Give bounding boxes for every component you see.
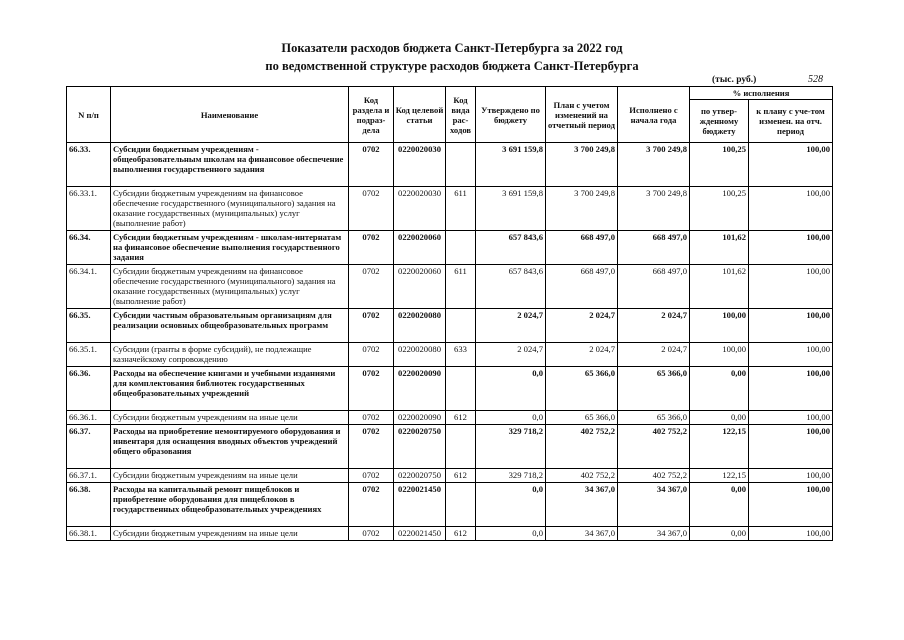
- cell-name: Субсидии бюджетным учреждениям - общеобразовательным школам на финансовое обеспечение выполнения государственного задания: [111, 143, 349, 187]
- report-title-line2: по ведомственной структуре расходов бюджета Санкт-Петербурга: [265, 59, 639, 73]
- cell-target: 0220020750: [394, 425, 446, 469]
- cell-name: Расходы на приобретение немонтируемого оборудования и инвентаря для оснащения вводных объектов учреждений общего образования: [111, 425, 349, 469]
- cell-plan: 402 752,2: [546, 425, 618, 469]
- cell-executed: 668 497,0: [618, 231, 690, 265]
- cell-executed: 3 700 249,8: [618, 143, 690, 187]
- table-header: [67, 87, 833, 143]
- cell-plan: 2 024,7: [546, 343, 618, 367]
- cell-num: 66.33.1.: [67, 187, 111, 231]
- header-executed: Исполнено с начала года: [618, 87, 690, 143]
- cell-target: 0220020090: [394, 411, 446, 425]
- table-row: [67, 343, 833, 367]
- cell-approved: 0,0: [476, 483, 546, 527]
- cell-executed: 34 367,0: [618, 527, 690, 541]
- cell-approved: 0,0: [476, 411, 546, 425]
- cell-plan: 2 024,7: [546, 309, 618, 343]
- cell-approved: 0,0: [476, 367, 546, 411]
- cell-target: 0220020080: [394, 343, 446, 367]
- header-pct-group: % исполнения: [690, 87, 833, 100]
- header-approved: Утверждено по бюджету: [476, 87, 546, 143]
- cell-plan: 34 367,0: [546, 483, 618, 527]
- cell-type: [446, 231, 476, 265]
- cell-pct-approved: 100,00: [690, 343, 749, 367]
- cell-type: [446, 483, 476, 527]
- cell-section: 0702: [349, 425, 394, 469]
- cell-type: [446, 309, 476, 343]
- cell-pct-approved: 101,62: [690, 265, 749, 309]
- cell-section: 0702: [349, 231, 394, 265]
- cell-pct-approved: 0,00: [690, 367, 749, 411]
- cell-name: Субсидии бюджетным учреждениям - школам-интернатам на финансовое обеспечение выполнения государственного задания: [111, 231, 349, 265]
- cell-target: 0220020080: [394, 309, 446, 343]
- cell-approved: 3 691 159,8: [476, 187, 546, 231]
- table-row: [67, 425, 833, 469]
- cell-name: Субсидии бюджетным учреждениям на финансовое обеспечение государственного (муниципального) задания на оказание государственных (муниципальных) услуг (выполнение работ): [111, 265, 349, 309]
- cell-num: 66.35.: [67, 309, 111, 343]
- cell-target: 0220020060: [394, 231, 446, 265]
- cell-pct-plan: 100,00: [749, 367, 833, 411]
- header-pct-plan: к плану с уче-том изменен. на отч. период: [749, 100, 833, 143]
- table-row: [67, 143, 833, 187]
- cell-approved: 3 691 159,8: [476, 143, 546, 187]
- cell-name: Субсидии бюджетным учреждениям на финансовое обеспечение государственного (муниципального) задания на оказание государственных (муниципальных) услуг (выполнение работ): [111, 187, 349, 231]
- cell-section: 0702: [349, 187, 394, 231]
- cell-type: 611: [446, 187, 476, 231]
- table-row: [67, 411, 833, 425]
- cell-name: Субсидии (гранты в форме субсидий), не подлежащие казначейскому сопровождению: [111, 343, 349, 367]
- cell-section: 0702: [349, 411, 394, 425]
- header-section: Код раздела и подраз-дела: [349, 87, 394, 143]
- cell-pct-plan: 100,00: [749, 309, 833, 343]
- cell-num: 66.33.: [67, 143, 111, 187]
- cell-type: 612: [446, 411, 476, 425]
- cell-num: 66.38.1.: [67, 527, 111, 541]
- cell-name: Расходы на обеспечение книгами и учебными изданиями для комплектования библиотек государственных общеобразовательных учреждений: [111, 367, 349, 411]
- cell-target: 0220020090: [394, 367, 446, 411]
- cell-num: 66.35.1.: [67, 343, 111, 367]
- table-row: [67, 309, 833, 343]
- cell-type: 611: [446, 265, 476, 309]
- cell-target: 0220021450: [394, 527, 446, 541]
- cell-name: Субсидии бюджетным учреждениям на иные цели: [111, 469, 349, 483]
- cell-pct-plan: 100,00: [749, 469, 833, 483]
- cell-num: 66.36.: [67, 367, 111, 411]
- cell-pct-approved: 0,00: [690, 483, 749, 527]
- budget-table: [66, 86, 833, 541]
- cell-executed: 402 752,2: [618, 425, 690, 469]
- cell-pct-plan: 100,00: [749, 343, 833, 367]
- cell-name: Субсидии частным образовательным организациям для реализации основных общеобразовательных программ: [111, 309, 349, 343]
- header-pct-approved: по утвер-жденному бюджету: [690, 100, 749, 143]
- header-plan: План с учетом изменений на отчетный период: [546, 87, 618, 143]
- cell-num: 66.38.: [67, 483, 111, 527]
- cell-executed: 65 366,0: [618, 411, 690, 425]
- cell-pct-approved: 100,25: [690, 187, 749, 231]
- cell-num: 66.36.1.: [67, 411, 111, 425]
- cell-approved: 2 024,7: [476, 309, 546, 343]
- table-row: [67, 265, 833, 309]
- cell-pct-approved: 122,15: [690, 469, 749, 483]
- units-label: (тыс. руб.): [712, 75, 757, 85]
- cell-name: Субсидии бюджетным учреждениям на иные цели: [111, 411, 349, 425]
- cell-section: 0702: [349, 343, 394, 367]
- cell-num: 66.34.: [67, 231, 111, 265]
- cell-num: 66.37.: [67, 425, 111, 469]
- cell-plan: 34 367,0: [546, 527, 618, 541]
- cell-type: [446, 425, 476, 469]
- cell-section: 0702: [349, 527, 394, 541]
- cell-executed: 3 700 249,8: [618, 187, 690, 231]
- cell-type: 633: [446, 343, 476, 367]
- cell-pct-approved: 0,00: [690, 411, 749, 425]
- cell-target: 0220021450: [394, 483, 446, 527]
- cell-plan: 402 752,2: [546, 469, 618, 483]
- cell-section: 0702: [349, 265, 394, 309]
- cell-executed: 402 752,2: [618, 469, 690, 483]
- cell-type: 612: [446, 469, 476, 483]
- cell-executed: 2 024,7: [618, 343, 690, 367]
- cell-target: 0220020030: [394, 143, 446, 187]
- cell-pct-plan: 100,00: [749, 187, 833, 231]
- cell-approved: 329 718,2: [476, 425, 546, 469]
- cell-name: Расходы на капитальный ремонт пищеблоков и приобретение оборудования для пищеблоков в государственных общеобразовательных учреждениях: [111, 483, 349, 527]
- cell-type: 612: [446, 527, 476, 541]
- cell-section: 0702: [349, 483, 394, 527]
- cell-plan: 668 497,0: [546, 265, 618, 309]
- cell-approved: 329 718,2: [476, 469, 546, 483]
- report-title-line1: Показатели расходов бюджета Санкт-Петербурга за 2022 год: [281, 41, 623, 55]
- cell-pct-approved: 100,25: [690, 143, 749, 187]
- cell-pct-plan: 100,00: [749, 143, 833, 187]
- header-name: Наименование: [111, 87, 349, 143]
- cell-pct-approved: 100,00: [690, 309, 749, 343]
- cell-executed: 668 497,0: [618, 265, 690, 309]
- cell-pct-plan: 100,00: [749, 483, 833, 527]
- cell-target: 0220020750: [394, 469, 446, 483]
- cell-executed: 65 366,0: [618, 367, 690, 411]
- cell-section: 0702: [349, 367, 394, 411]
- table-row: [67, 187, 833, 231]
- cell-pct-plan: 100,00: [749, 411, 833, 425]
- cell-pct-approved: 0,00: [690, 527, 749, 541]
- cell-approved: 0,0: [476, 527, 546, 541]
- header-type: Код вида рас-ходов: [446, 87, 476, 143]
- cell-pct-plan: 100,00: [749, 527, 833, 541]
- cell-pct-plan: 100,00: [749, 425, 833, 469]
- cell-pct-plan: 100,00: [749, 231, 833, 265]
- header-num: N п/п: [67, 87, 111, 143]
- cell-executed: 2 024,7: [618, 309, 690, 343]
- cell-approved: 2 024,7: [476, 343, 546, 367]
- table-row: [67, 367, 833, 411]
- cell-plan: 65 366,0: [546, 411, 618, 425]
- cell-section: 0702: [349, 469, 394, 483]
- cell-type: [446, 367, 476, 411]
- table-row: [67, 231, 833, 265]
- table-row: [67, 527, 833, 541]
- cell-target: 0220020030: [394, 187, 446, 231]
- cell-plan: 65 366,0: [546, 367, 618, 411]
- cell-pct-approved: 122,15: [690, 425, 749, 469]
- cell-section: 0702: [349, 309, 394, 343]
- cell-target: 0220020060: [394, 265, 446, 309]
- header-target: Код целевой статьи: [394, 87, 446, 143]
- page-number: 528: [808, 74, 823, 85]
- cell-section: 0702: [349, 143, 394, 187]
- cell-approved: 657 843,6: [476, 231, 546, 265]
- table-row: [67, 469, 833, 483]
- cell-type: [446, 143, 476, 187]
- cell-num: 66.37.1.: [67, 469, 111, 483]
- cell-pct-plan: 100,00: [749, 265, 833, 309]
- cell-plan: 668 497,0: [546, 231, 618, 265]
- cell-name: Субсидии бюджетным учреждениям на иные цели: [111, 527, 349, 541]
- cell-approved: 657 843,6: [476, 265, 546, 309]
- cell-num: 66.34.1.: [67, 265, 111, 309]
- table-row: [67, 483, 833, 527]
- cell-plan: 3 700 249,8: [546, 187, 618, 231]
- cell-plan: 3 700 249,8: [546, 143, 618, 187]
- cell-pct-approved: 101,62: [690, 231, 749, 265]
- cell-executed: 34 367,0: [618, 483, 690, 527]
